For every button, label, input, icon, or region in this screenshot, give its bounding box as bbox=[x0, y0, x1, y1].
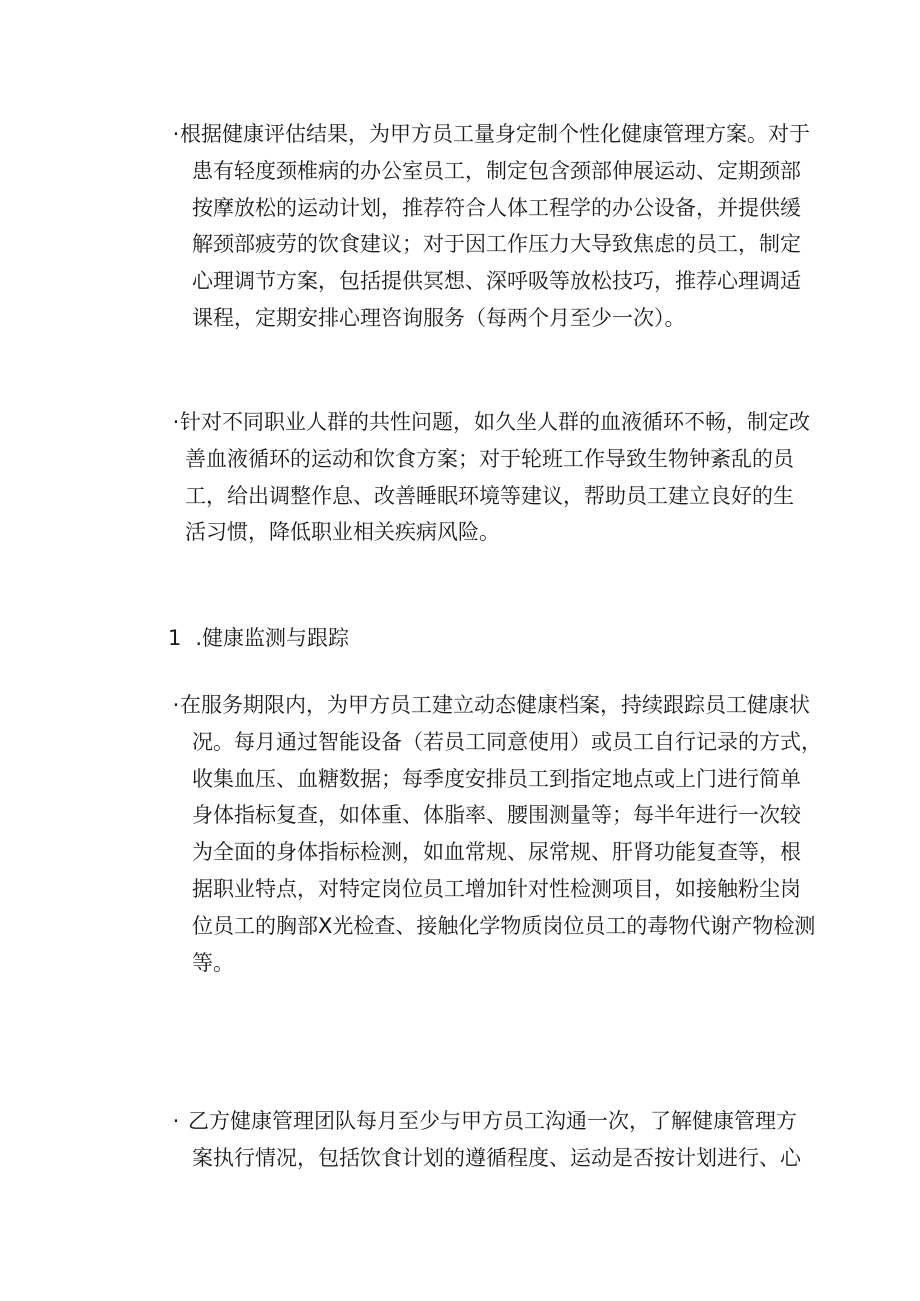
bullet-item-personalized-plan bbox=[170, 116, 810, 337]
bullet-item-occupational-groups bbox=[170, 404, 810, 551]
bullet-item-health-archive bbox=[170, 687, 822, 981]
text-line: 在服务期限内，为甲方员工建立动态健康档案，持续跟踪员工健康状 bbox=[180, 693, 810, 717]
bullet-dot-icon: · bbox=[172, 410, 180, 434]
text-line: 据职业特点，对特定岗位员工增加针对性检测项目，如接触粉尘岗 bbox=[192, 876, 801, 901]
section-title: .健康监测与跟踪 bbox=[195, 626, 350, 650]
text-line: 身体指标复查，如体重、体脂率、腰围测量等；每半年进行一次较 bbox=[192, 803, 801, 828]
section-heading bbox=[168, 620, 349, 656]
text-line: 况。每月通过智能设备（若员工同意使用）或员工自行记录的方式， bbox=[192, 729, 822, 754]
text-line: 解颈部疲劳的饮食建议；对于因工作压力大导致焦虑的员工，制定 bbox=[192, 232, 801, 257]
bullet-text bbox=[170, 116, 810, 337]
text-line: 针对不同职业人群的共性问题，如久坐人群的血液循环不畅，制定改 bbox=[180, 410, 810, 434]
bullet-text bbox=[170, 1103, 801, 1177]
text-line: 根据健康评估结果，为甲方员工量身定制个性化健康管理方案。对于 bbox=[180, 122, 810, 146]
text-line: 患有轻度颈椎病的办公室员工，制定包含颈部伸展运动、定期颈部 bbox=[192, 158, 801, 183]
bullet-dot-icon: · bbox=[172, 1109, 180, 1133]
text-line: 等。 bbox=[192, 950, 234, 975]
text-line: 案执行情况，包括饮食计划的遵循程度、运动是否按计划进行、心 bbox=[192, 1145, 801, 1170]
bullet-text bbox=[170, 687, 822, 981]
text-line: 课程，定期安排心理咨询服务（每两个月至少一次）。 bbox=[192, 305, 686, 330]
section-number: 1 bbox=[168, 626, 182, 650]
text-line: 工，给出调整作息、改善睡眠环境等建议，帮助员工建立良好的生 bbox=[185, 483, 794, 508]
text-line: 按摩放松的运动计划，推荐符合人体工程学的办公设备，并提供缓 bbox=[192, 195, 801, 220]
text-line: 收集血压、血糖数据；每季度安排员工到指定地点或上门进行简单 bbox=[192, 766, 801, 791]
bullet-dot-icon: · bbox=[172, 122, 180, 146]
text-line: 善血液循环的运动和饮食方案；对于轮班工作导致生物钟紊乱的员 bbox=[185, 446, 794, 471]
text-line: 乙方健康管理团队每月至少与甲方员工沟通一次，了解健康管理方 bbox=[188, 1109, 797, 1133]
text-line: 活习惯，降低职业相关疾病风险。 bbox=[185, 520, 500, 545]
bullet-item-monthly-communication bbox=[170, 1103, 801, 1177]
text-line: 位员工的胸部X光检查、接触化学物质岗位员工的毒物代谢产物检测 bbox=[192, 913, 816, 938]
text-line: 为全面的身体指标检测，如血常规、尿常规、肝肾功能复查等，根 bbox=[192, 840, 801, 865]
bullet-dot-icon: · bbox=[172, 693, 180, 717]
bullet-text bbox=[170, 404, 810, 551]
text-line: 心理调节方案，包括提供冥想、深呼吸等放松技巧，推荐心理调适 bbox=[192, 269, 801, 294]
